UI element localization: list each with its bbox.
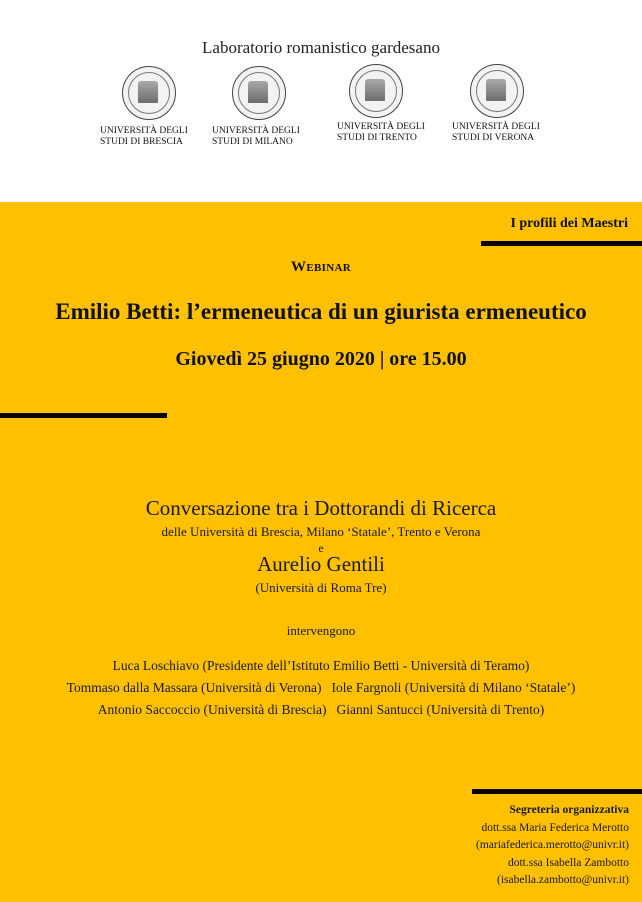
speaker: Luca Loschiavo (Presidente dell’Istituto Emilio Betti - Università di Teramo) bbox=[112, 658, 530, 673]
header bbox=[0, 0, 642, 202]
speaker: Gianni Santucci (Università di Trento) bbox=[336, 702, 545, 717]
speakers-label: intervengono bbox=[286, 623, 356, 638]
contact-block bbox=[476, 802, 629, 890]
divider-bottom-right bbox=[472, 789, 642, 794]
university-seal-milano-icon bbox=[232, 66, 286, 120]
university-name-line2: STUDI DI VERONA bbox=[452, 133, 535, 143]
university-verona bbox=[452, 64, 572, 144]
university-seal-trento-icon bbox=[349, 64, 403, 118]
university-seal-brescia-icon bbox=[122, 66, 176, 120]
university-brescia bbox=[100, 66, 220, 148]
speaker: Tommaso dalla Massara (Università di Verona) bbox=[66, 680, 322, 695]
lab-title: Laboratorio romanistico gardesano bbox=[202, 38, 440, 57]
guest-affiliation: (Università di Roma Tre) bbox=[255, 580, 387, 595]
event-title: Emilio Betti: l’ermeneutica di un giurista ermeneutico bbox=[55, 299, 587, 324]
contact-email-link[interactable]: (isabella.zambotto@univr.it) bbox=[497, 874, 629, 886]
event-date: Giovedì 25 giugno 2020 | ore 15.00 bbox=[175, 348, 467, 370]
contact-name: dott.ssa Maria Federica Merotto bbox=[481, 821, 629, 834]
university-name-line2: STUDI DI TRENTO bbox=[337, 133, 417, 143]
contact-email-link[interactable]: (mariafederica.merotto@univr.it) bbox=[476, 839, 629, 851]
speaker: Antonio Saccoccio (Università di Brescia) bbox=[97, 702, 327, 717]
contact-title: Segreteria organizzativa bbox=[509, 804, 629, 816]
university-name-line1: UNIVERSITÀ DEGLI bbox=[337, 122, 425, 132]
series-label: I profili dei Maestri bbox=[510, 216, 628, 231]
university-milano bbox=[212, 66, 332, 148]
university-name-line1: UNIVERSITÀ DEGLI bbox=[452, 122, 540, 132]
university-name-line2: STUDI DI MILANO bbox=[212, 137, 293, 147]
speaker-line bbox=[0, 680, 642, 696]
poster-panel bbox=[0, 202, 642, 902]
university-name-line2: STUDI DI BRESCIA bbox=[100, 137, 183, 147]
conversation-heading: Conversazione tra i Dottorandi di Ricerca bbox=[145, 496, 497, 520]
contact-name: dott.ssa Isabella Zambotto bbox=[507, 856, 629, 869]
university-name bbox=[100, 126, 220, 148]
divider-top-right bbox=[481, 241, 642, 246]
university-name-line1: UNIVERSITÀ DEGLI bbox=[212, 126, 300, 136]
guest-name: Aurelio Gentili bbox=[257, 552, 385, 576]
university-seal-verona-icon bbox=[470, 64, 524, 118]
university-name bbox=[452, 122, 572, 144]
university-name bbox=[212, 126, 332, 148]
conversation-subheading: delle Università di Brescia, Milano ‘Statale’, Trento e Verona bbox=[161, 524, 481, 539]
speaker-line bbox=[0, 658, 642, 674]
speaker: Iole Fargnoli (Università di Milano ‘Statale’) bbox=[331, 680, 576, 695]
university-name-line1: UNIVERSITÀ DEGLI bbox=[100, 126, 188, 136]
university-name bbox=[337, 122, 457, 144]
divider-left bbox=[0, 413, 167, 418]
speaker-line bbox=[0, 702, 642, 718]
university-trento bbox=[337, 64, 457, 144]
format-label: Webinar bbox=[291, 259, 351, 275]
conjunction: e bbox=[318, 541, 324, 555]
